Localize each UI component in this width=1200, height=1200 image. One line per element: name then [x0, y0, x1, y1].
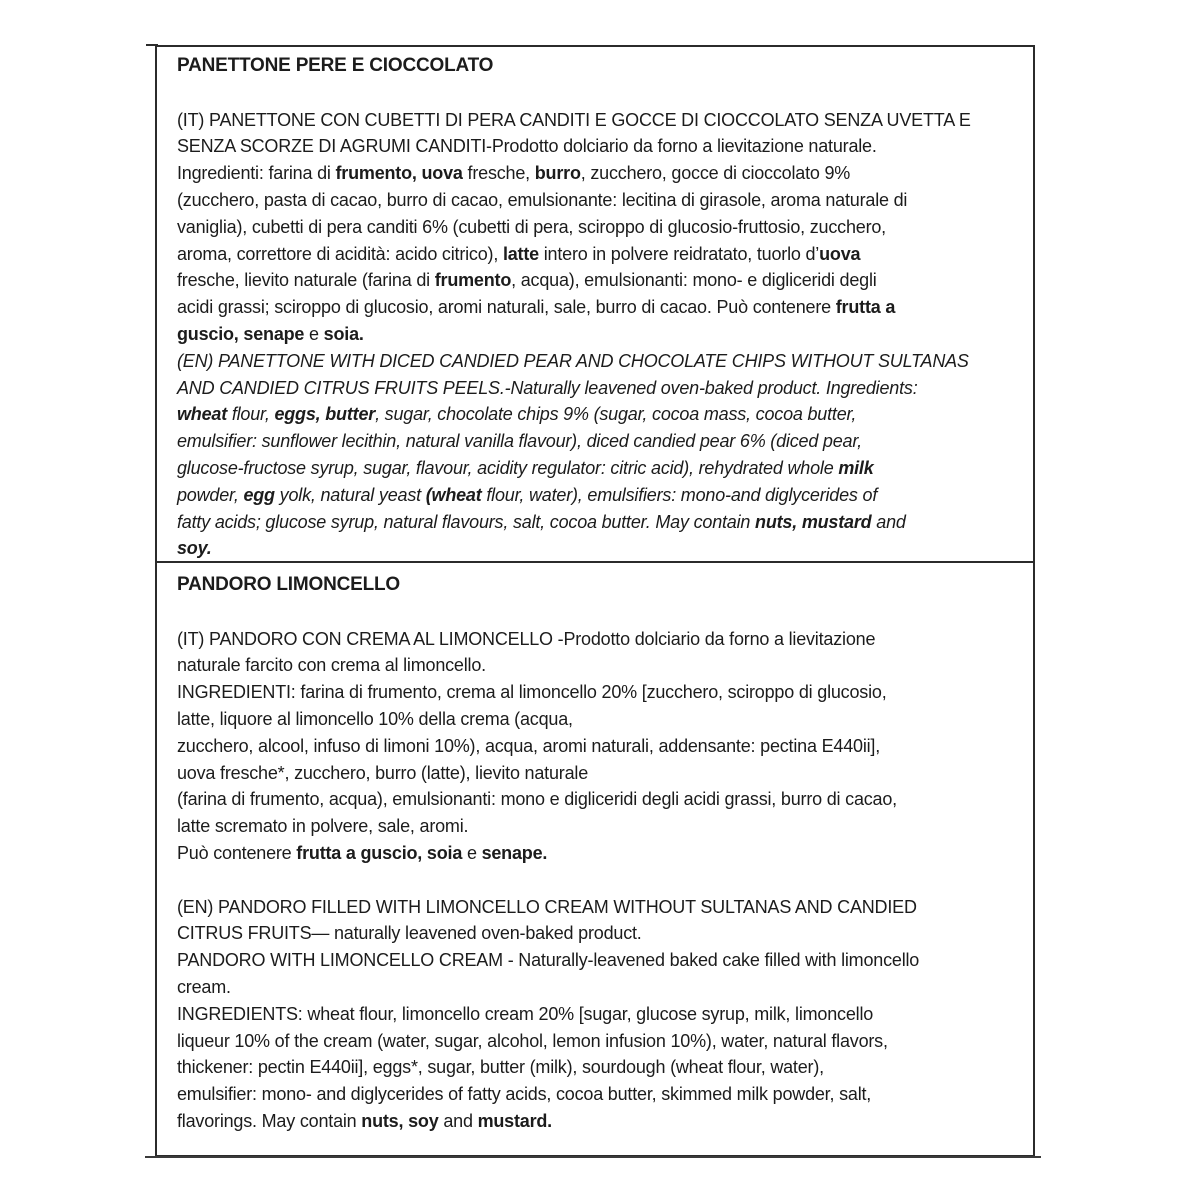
- text-line: [177, 535, 1019, 562]
- text-run: glucose-fructose syrup, sugar, flavour, acidity regulator: citric acid), rehydrated whole: [177, 457, 839, 478]
- text-run: intero in polvere reidratato, tuorlo d’: [538, 243, 820, 264]
- text-run: (wheat: [425, 484, 482, 505]
- text-run: e: [462, 842, 482, 863]
- text-run: uova: [421, 163, 463, 184]
- blank-line: [177, 80, 1019, 107]
- text-run: and: [438, 1110, 478, 1131]
- text-run: frutta a: [835, 297, 896, 318]
- text-line: [177, 187, 1019, 214]
- text-run: soia.: [323, 323, 364, 344]
- text-line: [177, 1081, 1019, 1108]
- text-line: [177, 133, 1019, 160]
- pandoro-section: [155, 563, 1035, 1157]
- text-run: soy.: [177, 538, 212, 559]
- text-run: egg: [243, 484, 275, 505]
- text-run: (EN) PANDORO FILLED WITH LIMONCELLO CREAM WITHOUT SULTANAS AND CANDIED: [177, 896, 917, 917]
- text-run: thickener: pectin E440ii], eggs*, sugar, butter (milk), sourdough (wheat flour, water),: [177, 1057, 824, 1078]
- text-run: (IT) PANDORO CON CREMA AL LIMONCELLO -Prodotto dolciario da forno a lievitazione: [177, 628, 876, 649]
- text-line: [177, 733, 1019, 760]
- text-run: Ingredienti: farina di: [177, 163, 336, 184]
- text-run: senape.: [481, 842, 548, 863]
- text-line: [177, 679, 1019, 706]
- text-line: [177, 652, 1019, 679]
- text-line: [177, 706, 1019, 733]
- text-run: yolk, natural yeast: [274, 484, 426, 505]
- text-line: [177, 1028, 1019, 1055]
- text-line: [177, 1054, 1019, 1081]
- text-run: fresche, lievito naturale (farina di: [177, 270, 435, 291]
- text-run: CITRUS FRUITS— naturally leavened oven-baked product.: [177, 923, 642, 944]
- text-line: [177, 974, 1019, 1001]
- text-run: nuts, soy: [361, 1110, 439, 1131]
- text-run: milk: [838, 457, 874, 478]
- text-run: burro: [534, 163, 581, 184]
- text-line: [177, 455, 1019, 482]
- text-run: e: [304, 323, 324, 344]
- text-run: aroma, correttore di acidità: acido citrico),: [177, 243, 503, 264]
- text-run: fatty acids; glucose syrup, natural flavours, salt, cocoa butter. May contain: [177, 511, 756, 532]
- text-run: latte: [502, 243, 539, 264]
- text-line: [177, 1108, 1019, 1135]
- text-line: [177, 760, 1019, 787]
- text-run: flour,: [227, 404, 275, 425]
- text-run: (IT) PANETTONE CON CUBETTI DI PERA CANDITI E GOCCE DI CIOCCOLATO SENZA UVETTA E: [177, 109, 971, 130]
- text-run: INGREDIENTI: farina di frumento, crema al limoncello 20% [zucchero, sciroppo di glucosio,: [177, 682, 887, 703]
- text-line: [177, 401, 1019, 428]
- scan-border-artifact-top: [146, 44, 158, 46]
- blank-line: [177, 599, 1019, 626]
- text-run: naturale farcito con crema al limoncello.: [177, 655, 486, 676]
- text-run: uova: [819, 243, 861, 264]
- text-run: eggs, butter: [274, 404, 376, 425]
- text-run: frutta a guscio, soia: [296, 842, 463, 863]
- text-run: zucchero, alcool, infuso di limoni 10%), acqua, aromi naturali, addensante: pectina E440ii],: [177, 735, 881, 756]
- text-run: flavorings. May contain: [177, 1110, 362, 1131]
- panettone-section-title: PANETTONE PERE E CIOCCOLATO: [177, 55, 494, 76]
- text-line: [177, 348, 1019, 375]
- text-line: [177, 107, 1019, 134]
- text-run: mustard.: [477, 1110, 552, 1131]
- text-line: [177, 214, 1019, 241]
- text-line: [177, 786, 1019, 813]
- text-run: cream.: [177, 976, 231, 997]
- text-run: nuts, mustard: [755, 511, 872, 532]
- text-run: and: [871, 511, 906, 532]
- text-run: latte scremato in polvere, sale, aromi.: [177, 816, 469, 837]
- text-line: [177, 321, 1019, 348]
- text-run: frumento: [434, 270, 512, 291]
- text-line: [177, 160, 1019, 187]
- text-run: AND CANDIED CITRUS FRUITS PEELS.-Naturally leavened oven-baked product. Ingredients:: [177, 377, 918, 398]
- text-run: fresche,: [462, 163, 535, 184]
- text-run: vaniglia), cubetti di pera canditi 6% (cubetti di pera, sciroppo di glucosio-fruttosio, zucchero,: [177, 216, 886, 237]
- text-line: [177, 375, 1019, 402]
- text-run: , acqua), emulsionanti: mono- e digliceridi degli: [511, 270, 877, 291]
- text-run: flour, water), emulsifiers: mono-and diglycerides of: [481, 484, 878, 505]
- text-run: emulsifier: mono- and diglycerides of fatty acids, cocoa butter, skimmed milk powder, salt,: [177, 1084, 872, 1105]
- text-run: INGREDIENTS: wheat flour, limoncello cream 20% [sugar, glucose syrup, milk, limoncello: [177, 1003, 874, 1024]
- text-run: liqueur 10% of the cream (water, sugar, alcohol, lemon infusion 10%), water, natural flavors,: [177, 1030, 888, 1051]
- text-run: , sugar, chocolate chips 9% (sugar, cocoa mass, cocoa butter,: [375, 404, 857, 425]
- text-line: [177, 294, 1019, 321]
- text-line: [177, 267, 1019, 294]
- text-run: , zucchero, gocce di cioccolato 9%: [580, 163, 851, 184]
- panettone-section: [155, 45, 1035, 563]
- label-sheet: [155, 45, 1035, 1157]
- text-run: latte, liquore al limoncello 10% della crema (acqua,: [177, 708, 573, 729]
- scan-border-artifact-bottom: [145, 1156, 1041, 1158]
- text-run: wheat: [177, 404, 228, 425]
- text-line: [177, 428, 1019, 455]
- text-run: acidi grassi; sciroppo di glucosio, aromi naturali, sale, burro di cacao. Può contenere: [177, 297, 836, 318]
- text-run: SENZA SCORZE DI AGRUMI CANDITI-Prodotto dolciario da forno a lievitazione naturale.: [177, 136, 877, 157]
- text-line: [177, 947, 1019, 974]
- text-line: [177, 840, 1019, 867]
- text-line: [177, 626, 1019, 653]
- pandoro-section-title: PANDORO LIMONCELLO: [177, 574, 400, 595]
- text-line: [177, 813, 1019, 840]
- pandoro-section-body: [177, 626, 1019, 1135]
- text-line: [177, 894, 1019, 921]
- text-run: uova fresche*, zucchero, burro (latte), lievito naturale: [177, 762, 589, 783]
- text-line: [177, 241, 1019, 268]
- text-line: [177, 1001, 1019, 1028]
- text-line: [177, 920, 1019, 947]
- text-run: (EN) PANETTONE WITH DICED CANDIED PEAR AND CHOCOLATE CHIPS WITHOUT SULTANAS: [177, 350, 969, 371]
- text-run: guscio, senape: [177, 323, 305, 344]
- text-run: powder,: [177, 484, 244, 505]
- text-run: frumento,: [335, 163, 417, 184]
- text-run: (zucchero, pasta di cacao, burro di cacao, emulsionante: lecitina di girasole, aroma naturale di: [177, 189, 908, 210]
- panettone-section-body: [177, 107, 1019, 563]
- text-line: [177, 482, 1019, 509]
- text-run: (farina di frumento, acqua), emulsionanti: mono e digliceridi degli acidi grassi, burro di cacao,: [177, 789, 897, 810]
- text-run: emulsifier: sunflower lecithin, natural vanilla flavour), diced candied pear 6% (diced pear,: [177, 431, 862, 452]
- text-run: Può contenere: [177, 842, 297, 863]
- text-run: PANDORO WITH LIMONCELLO CREAM - Naturally-leavened baked cake filled with limoncello: [177, 950, 920, 971]
- text-line: [177, 509, 1019, 536]
- blank-line: [177, 867, 1019, 894]
